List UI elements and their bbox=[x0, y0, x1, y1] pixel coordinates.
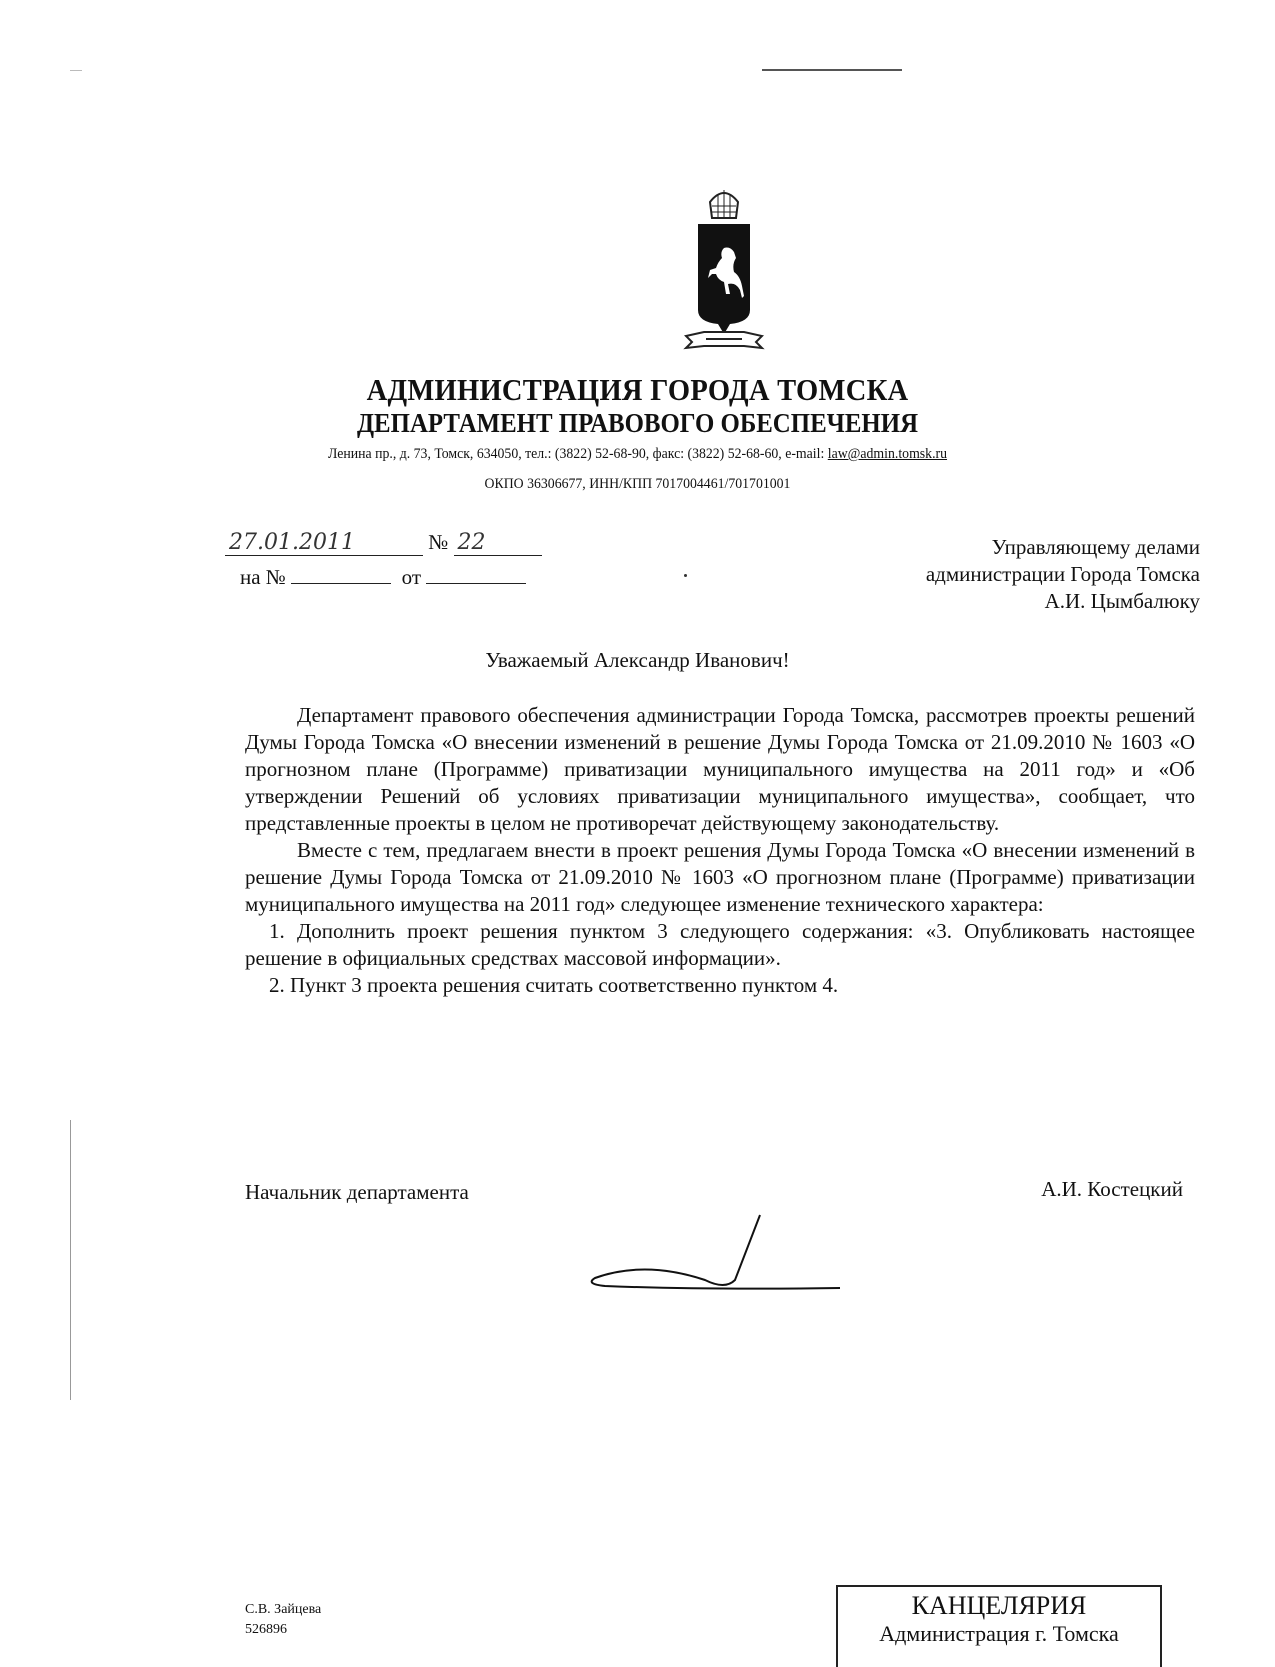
executor-block bbox=[245, 1600, 321, 1640]
registration-date: 27.01.2011 bbox=[225, 530, 423, 556]
reference-line bbox=[240, 565, 526, 590]
recipient-block bbox=[926, 534, 1200, 615]
greeting: Уважаемый Александр Иванович! bbox=[485, 648, 790, 672]
scan-artifact bbox=[762, 69, 902, 71]
signer-position: Начальник департамента bbox=[245, 1180, 469, 1204]
address-line bbox=[51, 446, 1224, 463]
paragraph: Вместе с тем, предлагаем внести в проект решения Думы Города Томска «О внесении изменений в решение Думы Города Томска от 21.09.2010 № 1603 «О прогнозном плане (Программе) приватизации муниципального имущества на 2011 год» следующее изменение технического характера: bbox=[245, 838, 1195, 916]
scan-artifact bbox=[70, 70, 82, 71]
letter-body bbox=[245, 702, 1195, 999]
handwritten-signature bbox=[585, 1210, 845, 1300]
org-title: АДМИНИСТРАЦИЯ ГОРОДА ТОМСКА bbox=[366, 372, 909, 407]
ref-date-blank bbox=[426, 565, 526, 584]
email-link[interactable]: law@admin.tomsk.ru bbox=[827, 446, 948, 462]
recipient-name: А.И. Цымбалюку bbox=[1044, 589, 1200, 613]
number-label: № bbox=[428, 530, 449, 554]
registration-number: 22 bbox=[454, 530, 542, 556]
executor-phone: 526896 bbox=[245, 1622, 287, 1637]
ref-number-blank bbox=[291, 565, 391, 584]
list-item: 1. Дополнить проект решения пунктом 3 следующего содержания: «3. Опубликовать настоящее решение в официальных средствах массовой информации». bbox=[245, 919, 1195, 970]
paragraph: Департамент правового обеспечения администрации Города Томска, рассмотрев проекты решений Думы Города Томска «О внесении изменений в решение Думы Города Томска от 21.09.2010 № 1603 «О прогнозном плане (Программе) приватизации муниципального имущества на 2011 год» и «Об утверждении Решений об условиях приватизации муниципального имущества», сообщает, что представленные проекты в целом не противоречат действующему законодательству. bbox=[245, 703, 1195, 835]
scan-edge-line bbox=[70, 1120, 71, 1400]
ref-date-label: от bbox=[401, 565, 422, 589]
stamp-title: КАНЦЕЛЯРИЯ bbox=[911, 1591, 1087, 1620]
list-item: 2. Пункт 3 проекта решения считать соответственно пунктом 4. bbox=[269, 973, 839, 997]
signer-name: А.И. Костецкий bbox=[1041, 1177, 1183, 1201]
stamp-subtitle: Администрация г. Томска bbox=[879, 1621, 1119, 1646]
org-codes: ОКПО 36306677, ИНН/КПП 7017004461/701701001 bbox=[484, 476, 791, 492]
address-text: Ленина пр., д. 73, Томск, 634050, тел.: (3822) 52-68-90, факс: (3822) 52-68-60, e-mail: bbox=[327, 446, 828, 462]
registration-line bbox=[225, 530, 542, 556]
registry-stamp bbox=[836, 1585, 1162, 1667]
recipient-line: Управляющему делами bbox=[991, 535, 1200, 559]
recipient-line: администрации Города Томска bbox=[925, 562, 1200, 586]
department-title: ДЕПАРТАМЕНТ ПРАВОВОГО ОБЕСПЕЧЕНИЯ bbox=[356, 408, 919, 438]
coat-of-arms-icon bbox=[664, 182, 784, 352]
ref-number-label: на № bbox=[240, 565, 286, 589]
scan-dot bbox=[684, 574, 687, 577]
executor-name: С.В. Зайцева bbox=[245, 1602, 322, 1617]
